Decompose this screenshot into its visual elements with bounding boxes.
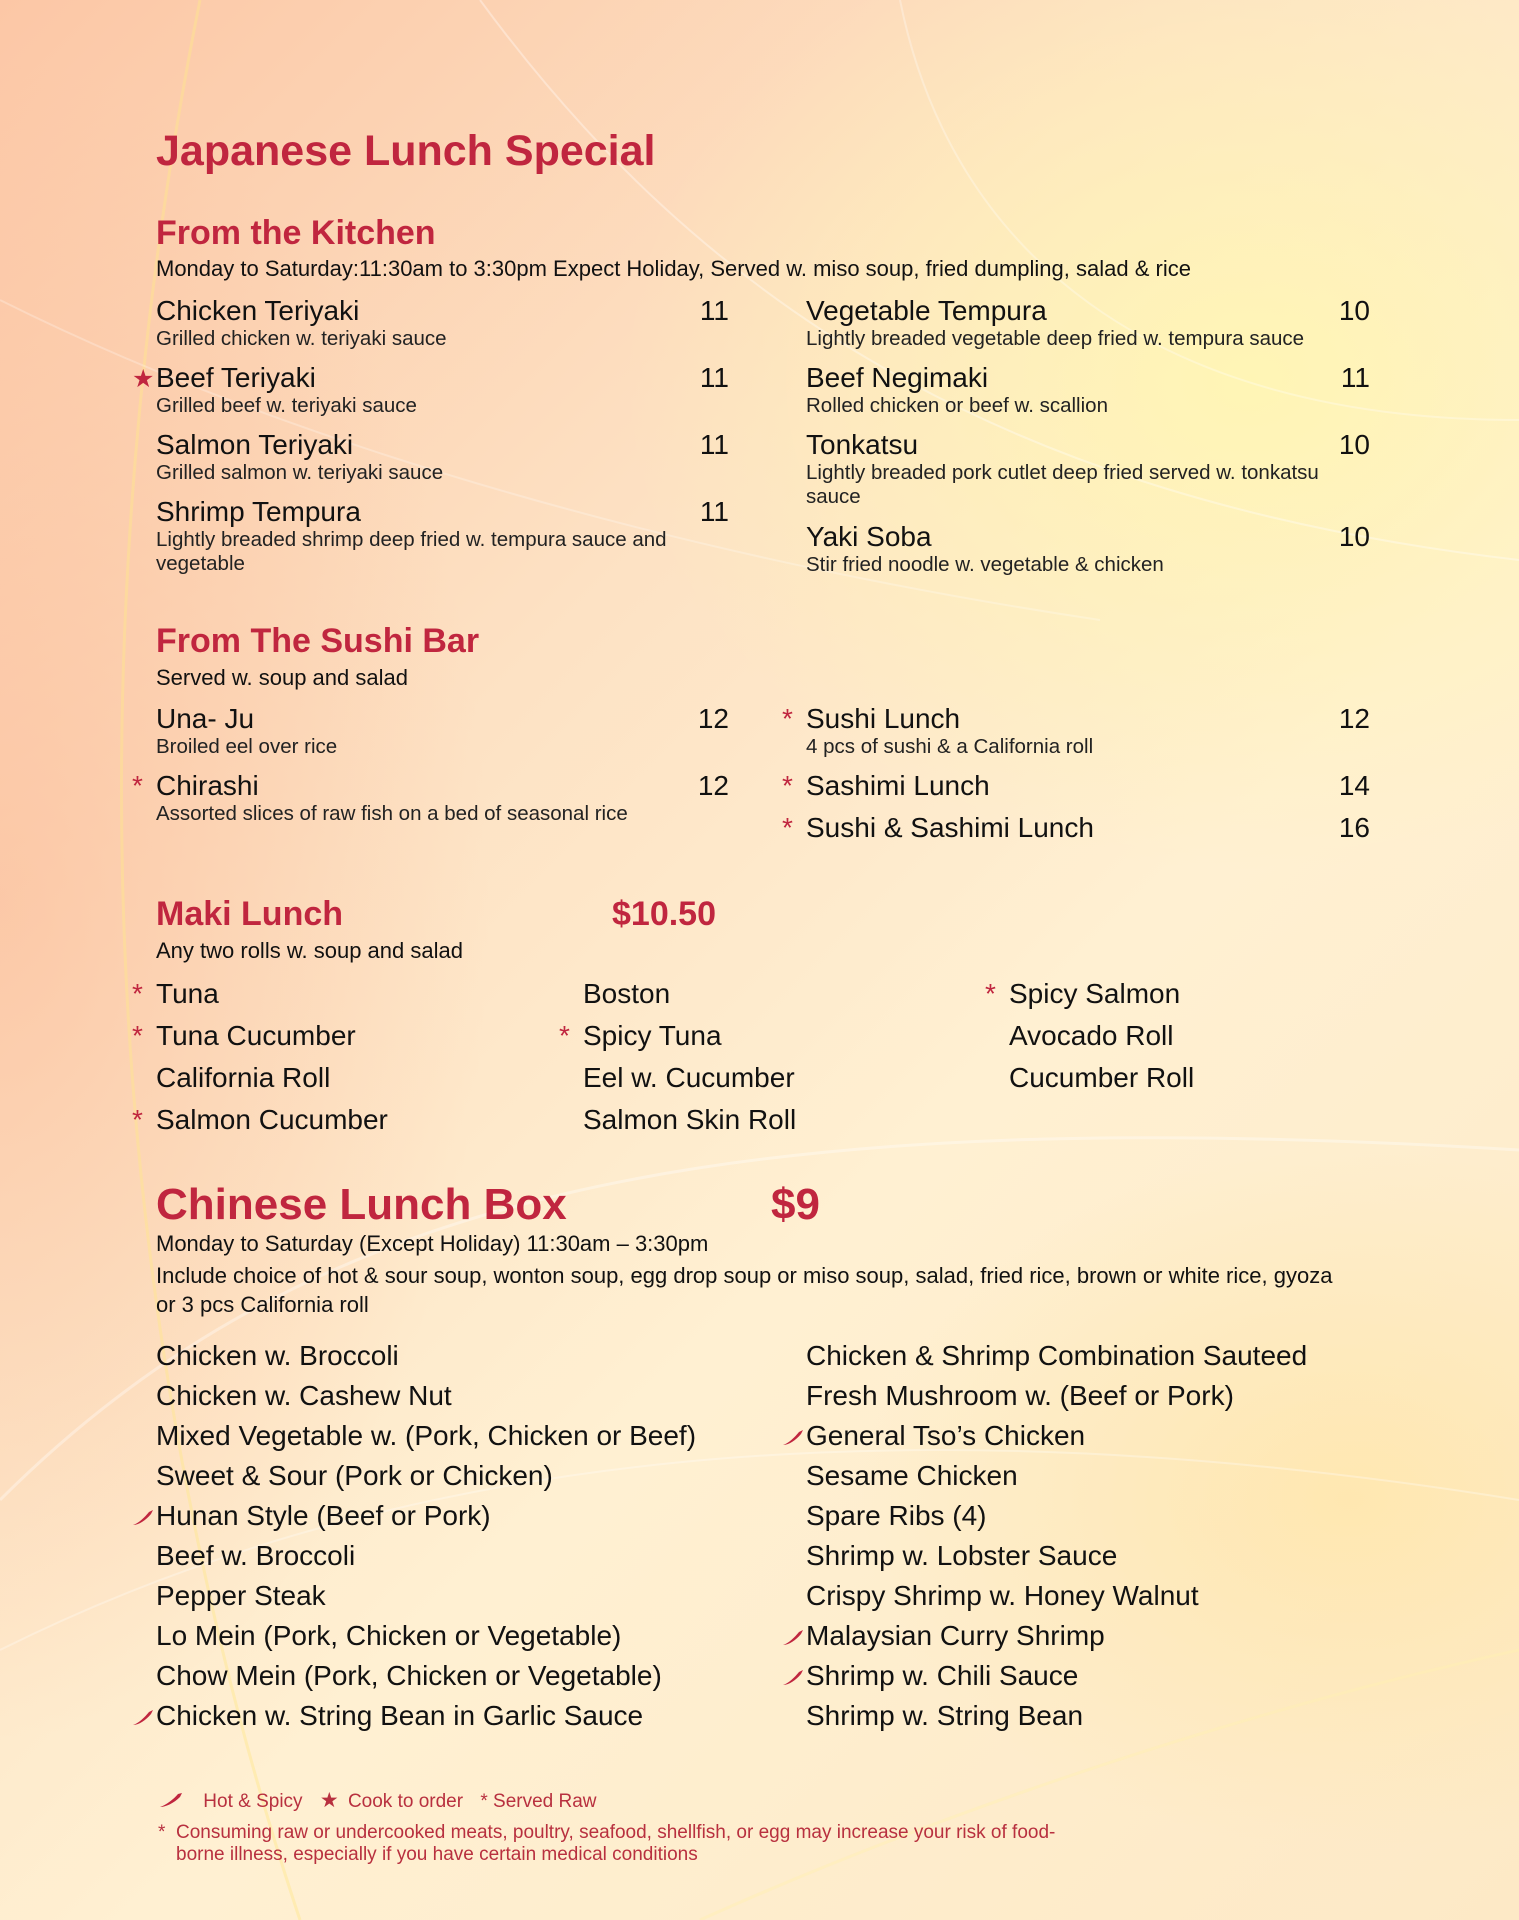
lunch-box-item — [806, 1380, 1234, 1412]
page-title: Japanese Lunch Special — [156, 127, 656, 175]
note-mark: * — [158, 1822, 166, 1843]
maki-subtitle: Any two rolls w. soup and salad — [156, 938, 463, 963]
kitchen-heading: From the Kitchen — [156, 214, 436, 252]
menu-item — [806, 295, 1370, 351]
lunch-box-item — [806, 1620, 1105, 1652]
item-price: 16 — [1338, 812, 1370, 843]
roll-name: Tuna Cucumber — [156, 1020, 356, 1051]
item-description: Grilled chicken w. teriyaki sauce — [156, 327, 447, 350]
maki-roll — [1009, 1020, 1173, 1052]
item-price: 12 — [1338, 703, 1370, 734]
item-price: 11 — [699, 429, 729, 460]
item-price: 11 — [699, 496, 729, 527]
item-price: 10 — [1338, 521, 1370, 552]
lunch-box-item-name: Sweet & Sour (Pork or Chicken) — [156, 1460, 553, 1491]
menu-item — [132, 362, 729, 418]
lunch-box-item-name: Beef w. Broccoli — [156, 1540, 356, 1571]
menu-item — [806, 429, 1370, 509]
item-description: Lightly breaded shrimp deep fried w. tempura sauce and vegetable — [156, 528, 667, 575]
item-description: Stir fried noodle w. vegetable & chicken — [806, 553, 1164, 576]
item-description: Rolled chicken or beef w. scallion — [806, 394, 1108, 417]
chili-pepper-icon — [132, 1707, 154, 1727]
item-description: Grilled salmon w. teriyaki sauce — [156, 461, 444, 484]
roll-name: Spicy Tuna — [583, 1020, 722, 1051]
item-name: Yaki Soba — [806, 521, 932, 552]
item-description: Lightly breaded vegetable deep fried w. tempura sauce — [806, 327, 1305, 350]
item-name: Sushi Lunch — [806, 703, 961, 734]
menu-item — [782, 770, 1370, 802]
maki-roll — [559, 1020, 722, 1052]
maki-roll — [132, 1104, 388, 1136]
lunch-box-item-name: Pepper Steak — [156, 1580, 326, 1611]
served-raw-mark: * — [782, 770, 793, 801]
item-name: Beef Negimaki — [806, 362, 989, 393]
item-description: Assorted slices of raw fish on a bed of seasonal rice — [156, 802, 628, 825]
maki-roll — [583, 978, 670, 1010]
item-price: 12 — [697, 770, 729, 801]
chili-pepper-icon — [782, 1667, 804, 1687]
roll-name: Avocado Roll — [1009, 1020, 1174, 1051]
item-name: Chicken Teriyaki — [156, 295, 360, 326]
item-name: Una- Ju — [156, 703, 255, 734]
item-name: Beef Teriyaki — [156, 362, 316, 393]
lunch-box-item — [156, 1700, 643, 1732]
lunch-box-item-name: Sesame Chicken — [806, 1460, 1018, 1491]
chili-pepper-icon — [158, 1791, 184, 1809]
item-name: Sushi & Sashimi Lunch — [806, 812, 1094, 843]
lunch-box-item — [156, 1620, 621, 1652]
legend-cook: Cook to order — [347, 1791, 464, 1812]
item-description: Grilled beef w. teriyaki sauce — [156, 394, 417, 417]
star-icon: ★ — [132, 365, 155, 393]
served-raw-mark: * — [132, 978, 143, 1009]
item-name: Vegetable Tempura — [806, 295, 1047, 326]
lunch-box-item-name: General Tso’s Chicken — [806, 1420, 1086, 1451]
lunch-box-item-name: Crispy Shrimp w. Honey Walnut — [806, 1580, 1199, 1611]
lunch-box-item — [806, 1660, 1078, 1692]
maki-roll — [1009, 1062, 1194, 1094]
lunch-box-item — [156, 1540, 355, 1572]
menu-item — [782, 703, 1370, 759]
legend — [158, 1788, 609, 1813]
chinese-include: Include choice of hot & sour soup, wonton soup, egg drop soup or miso soup, salad, fried rice, brown or white rice, gyoza or 3 pcs California roll — [156, 1263, 1333, 1317]
lunch-box-item — [806, 1580, 1199, 1612]
item-description: 4 pcs of sushi & a California roll — [806, 735, 1094, 758]
lunch-box-item — [156, 1420, 696, 1452]
lunch-box-item-name: Shrimp w. Lobster Sauce — [806, 1540, 1118, 1571]
chili-pepper-icon — [782, 1627, 804, 1647]
lunch-box-item-name: Spare Ribs (4) — [806, 1500, 987, 1531]
legend-hot: Hot & Spicy — [203, 1791, 303, 1812]
menu-item — [782, 812, 1370, 844]
lunch-box-item — [156, 1500, 491, 1532]
item-name: Sashimi Lunch — [806, 770, 990, 801]
roll-name: Salmon Skin Roll — [583, 1104, 797, 1135]
served-raw-mark: * — [985, 978, 996, 1009]
maki-roll — [156, 1062, 330, 1094]
served-raw-mark: * — [782, 812, 793, 843]
menu-item — [156, 496, 729, 576]
lunch-box-item — [806, 1340, 1307, 1372]
served-raw-mark: * — [132, 770, 143, 801]
lunch-box-item — [156, 1380, 452, 1412]
menu-item — [156, 295, 729, 351]
item-name: Salmon Teriyaki — [156, 429, 354, 460]
item-price: 14 — [1338, 770, 1370, 801]
maki-price: $10.50 — [612, 895, 716, 933]
lunch-box-item — [156, 1340, 399, 1372]
item-price: 11 — [1340, 362, 1370, 393]
roll-name: Boston — [583, 978, 671, 1009]
roll-name: Tuna — [156, 978, 219, 1009]
lunch-box-item-name: Shrimp w. String Bean — [806, 1700, 1084, 1731]
chinese-price: $9 — [771, 1180, 820, 1229]
lunch-box-item-name: Chicken & Shrimp Combination Sauteed — [806, 1340, 1308, 1371]
maki-roll — [985, 978, 1181, 1010]
health-warning — [158, 1822, 1088, 1866]
roll-name: Cucumber Roll — [1009, 1062, 1195, 1093]
served-raw-mark: * — [782, 703, 793, 734]
maki-roll — [583, 1062, 795, 1094]
menu-item — [156, 703, 729, 759]
item-price: 10 — [1338, 295, 1370, 326]
maki-heading: Maki Lunch — [156, 895, 344, 933]
item-price: 11 — [699, 295, 729, 326]
item-description: Lightly breaded pork cutlet deep fried served w. tonkatsu sauce — [806, 461, 1319, 508]
item-description: Broiled eel over rice — [156, 735, 338, 758]
roll-name: Salmon Cucumber — [156, 1104, 388, 1135]
lunch-box-item-name: Fresh Mushroom w. (Beef or Pork) — [806, 1380, 1234, 1411]
menu-item — [806, 362, 1370, 418]
item-price: 12 — [697, 703, 729, 734]
lunch-box-item — [156, 1460, 553, 1492]
item-price: 11 — [699, 362, 729, 393]
maki-roll — [583, 1104, 796, 1136]
lunch-box-item-name: Lo Mein (Pork, Chicken or Vegetable) — [156, 1620, 622, 1651]
lunch-box-item — [806, 1460, 1018, 1492]
lunch-box-item — [806, 1420, 1085, 1452]
lunch-box-item — [156, 1660, 662, 1692]
menu-item — [156, 429, 729, 485]
lunch-box-item — [806, 1540, 1117, 1572]
note-text: Consuming raw or undercooked meats, poultry, seafood, shellfish, or egg may increase your risk of food-borne illness, especially if you have certain medical conditions — [176, 1822, 1056, 1865]
lunch-box-item-name: Chicken w. Cashew Nut — [156, 1380, 452, 1411]
kitchen-subtitle: Monday to Saturday:11:30am to 3:30pm Expect Holiday, Served w. miso soup, fried dumpling, salad & rice — [156, 256, 1191, 281]
lunch-box-item-name: Chicken w. String Bean in Garlic Sauce — [156, 1700, 644, 1731]
menu-item — [132, 770, 729, 826]
lunch-box-item-name: Hunan Style (Beef or Pork) — [156, 1500, 491, 1531]
served-raw-mark: * — [559, 1020, 570, 1051]
chinese-hours: Monday to Saturday (Except Holiday) 11:30am – 3:30pm — [156, 1231, 709, 1256]
served-raw-mark: * — [132, 1104, 143, 1135]
star-icon: ★ — [319, 1789, 339, 1812]
item-price: 10 — [1338, 429, 1370, 460]
sushi-heading: From The Sushi Bar — [156, 622, 480, 660]
item-name: Chirashi — [156, 770, 259, 801]
served-raw-mark: * — [132, 1020, 143, 1051]
roll-name: Spicy Salmon — [1009, 978, 1181, 1009]
maki-roll — [132, 1020, 356, 1052]
item-name: Shrimp Tempura — [156, 496, 361, 527]
chili-pepper-icon — [132, 1507, 154, 1527]
lunch-box-item-name: Shrimp w. Chili Sauce — [806, 1660, 1079, 1691]
maki-roll — [132, 978, 219, 1010]
chili-pepper-icon — [782, 1427, 804, 1447]
lunch-box-item — [806, 1500, 987, 1532]
lunch-box-item-name: Chow Mein (Pork, Chicken or Vegetable) — [156, 1660, 662, 1691]
item-name: Tonkatsu — [806, 429, 919, 460]
lunch-box-item-name: Mixed Vegetable w. (Pork, Chicken or Beef) — [156, 1420, 697, 1451]
chinese-heading: Chinese Lunch Box — [156, 1180, 567, 1229]
menu-item — [806, 521, 1370, 577]
lunch-box-item-name: Chicken w. Broccoli — [156, 1340, 399, 1371]
sushi-subtitle: Served w. soup and salad — [156, 665, 408, 690]
lunch-box-item-name: Malaysian Curry Shrimp — [806, 1620, 1105, 1651]
roll-name: Eel w. Cucumber — [583, 1062, 795, 1093]
roll-name: California Roll — [156, 1062, 331, 1093]
lunch-box-item — [156, 1580, 326, 1612]
lunch-box-item — [806, 1700, 1083, 1732]
legend-raw: * Served Raw — [480, 1791, 597, 1812]
